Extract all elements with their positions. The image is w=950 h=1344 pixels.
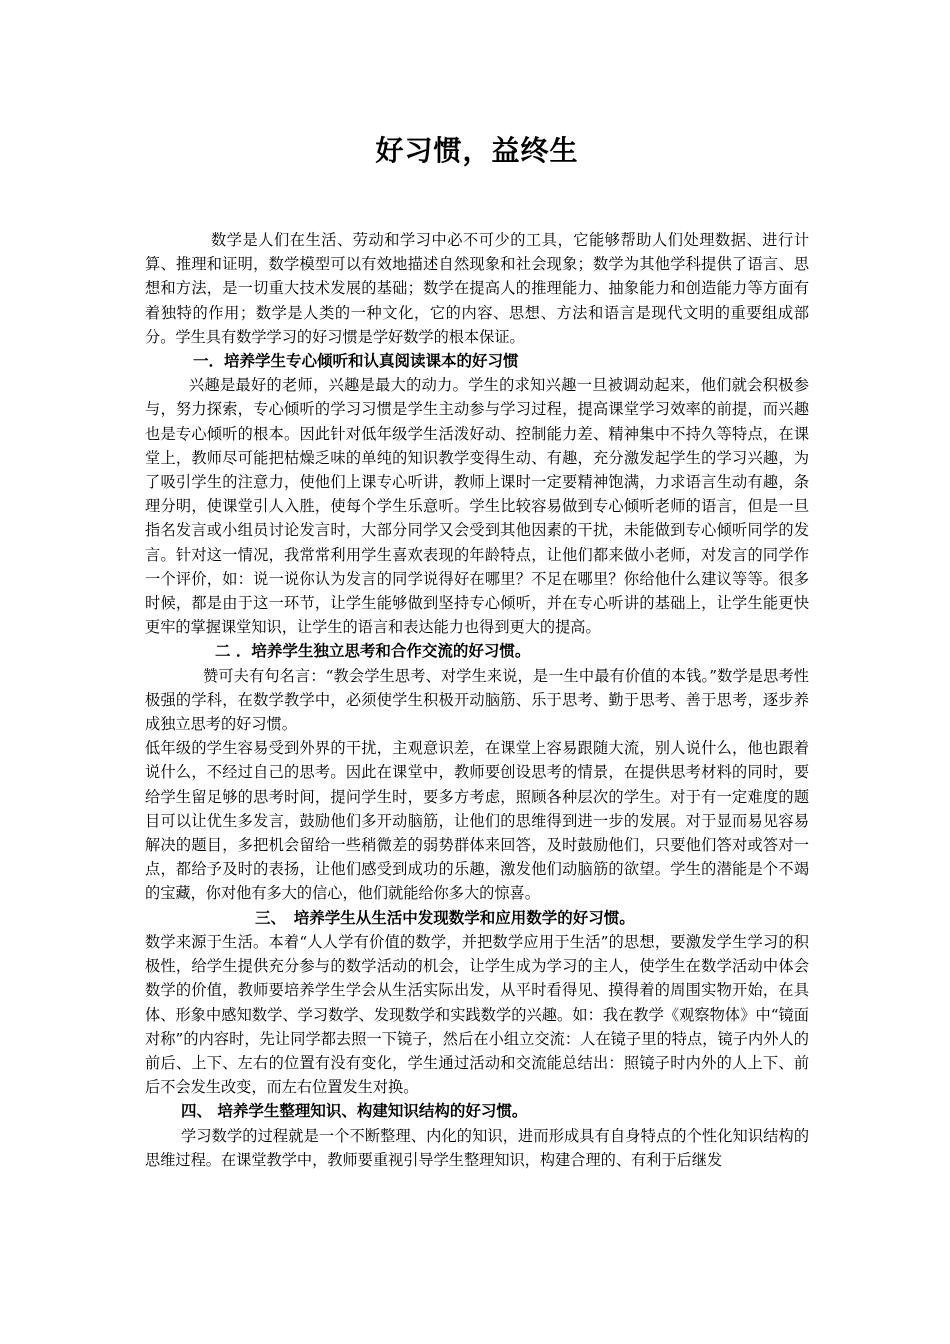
section-4-paragraph-1: 学习数学的过程就是一个不断整理、内化的知识，进而形成具有自身特点的个性化知识结构的思维过程。在课堂教学中，教师要重视引导学生整理知识，构建合理的、有利于后继发	[145, 1126, 809, 1169]
document-body	[145, 228, 809, 1172]
document-title: 好习惯，益终生	[375, 134, 579, 167]
section-heading-1: 一．培养学生专心倾听和认真阅读课本的好习惯	[193, 352, 519, 371]
section-heading-4: 四、 培养学生整理知识、构建知识结构的好习惯。	[181, 1102, 528, 1121]
section-3-paragraph-1: 数学来源于生活。本着“人人学有价值的数学，并把数学应用于生活”的思想，要激发学生学习的积极性，给学生提供充分参与的数学活动的机会，让学生成为学习的主人，使学生在数学活动中体会数学的价值，教师要培养学生学会从生活实际出发，从平时看得见、摸得着的周围实物开始，在具体、形象中感知数学、学习数学、发现数学和实践数学的兴趣。如：我在教学《观察物体》中“镜面对称”的内容时，先让同学都去照一下镜子，然后在小组立交流：人在镜子里的特点，镜子内外人的前后、上下、左右的位置有没有变化，学生通过活动和交流能总结出：照镜子时内外的人上下、前后不会发生改变，而左右位置发生对换。	[145, 932, 809, 1097]
section-2-paragraph-2: 低年级的学生容易受到外界的干扰，主观意识差，在课堂上容易跟随大流，别人说什么，他也跟着说什么，不经过自己的思考。因此在课堂中，教师要创设思考的情景，在提供思考材料的同时，要给学生留足够的思考时间，提问学生时，要多方考虑，照顾各种层次的学生。对于有一定难度的题目可以让优生多发言，鼓励他们多开动脑筋，让他们的思维得到进一步的发展。对于显而易见容易解决的题目，多把机会留给一些稍微差的弱势群体来回答，及时鼓励他们，只要他们答对或答对一点，都给予及时的表扬，让他们感受到成功的乐趣，激发他们动脑筋的欲望。学生的潜能是个不竭的宝藏，你对他有多大的信心，他们就能给你多大的惊喜。	[145, 739, 809, 903]
section-1-paragraph-1: 兴趣是最好的老师，兴趣是最大的动力。学生的求知兴趣一旦被调动起来，他们就会积极参与，努力探索，专心倾听的学习习惯是学生主动参与学习过程，提高课堂学习效率的前提，而兴趣也是专心倾听的根本。因此针对低年级学生活泼好动、控制能力差、精神集中不持久等特点，在课堂上，教师尽可能把枯燥乏味的单纯的知识教学变得生动、有趣，充分激发起学生的学习兴趣，为了吸引学生的注意力，使他们上课专心听讲，教师上课时一定要精神饱满，力求语言生动有趣，条理分明，使课堂引人入胜，使每个学生乐意听。学生比较容易做到专心倾听老师的语言，但是一旦指名发言或小组员讨论发言时，大部分同学又会受到其他因素的干扰，未能做到专心倾听同学的发言。针对这一情况，我常常利用学生喜欢表现的年龄特点，让他们都来做小老师，对发言的同学作一个评价，如：说一说你认为发言的同学说得好在哪里？不足在哪里？你给他什么建议等等。很多时候，都是由于这一环节，让学生能够做到坚持专心倾听，并在专心听讲的基础上，让学生能更快更牢的掌握课堂知识，让学生的语言和表达能力也得到更大的提高。	[145, 376, 809, 637]
section-heading-2: 二 ．培养学生独立思考和合作交流的好习惯。	[215, 642, 531, 661]
intro-paragraph: 数学是人们在生活、劳动和学习中必不可少的工具，它能够帮助人们处理数据、进行计算、推理和证明，数学模型可以有效地描述自然现象和社会现象；数学为其他学科提供了语言、思想和方法，是一切重大技术发展的基础；数学在提高人的推理能力、抽象能力和创造能力等方面有着独特的作用；数学是人类的一种文化，它的内容、思想、方法和语言是现代文明的重要组成部分。学生具有数学学习的好习惯是学好数学的根本保证。	[145, 231, 809, 346]
section-2-paragraph-1: 赞可夫有句名言：“教会学生思考、对学生来说，是一生中最有价值的本钱。”数学是思考性极强的学科，在数学教学中，必须使学生积极开动脑筋、乐于思考、勤于思考、善于思考，逐步养成独立思考的好习惯。	[145, 666, 809, 734]
section-heading-3: 三、 培养学生从生活中发现数学和应用数学的好习惯。	[255, 908, 635, 927]
